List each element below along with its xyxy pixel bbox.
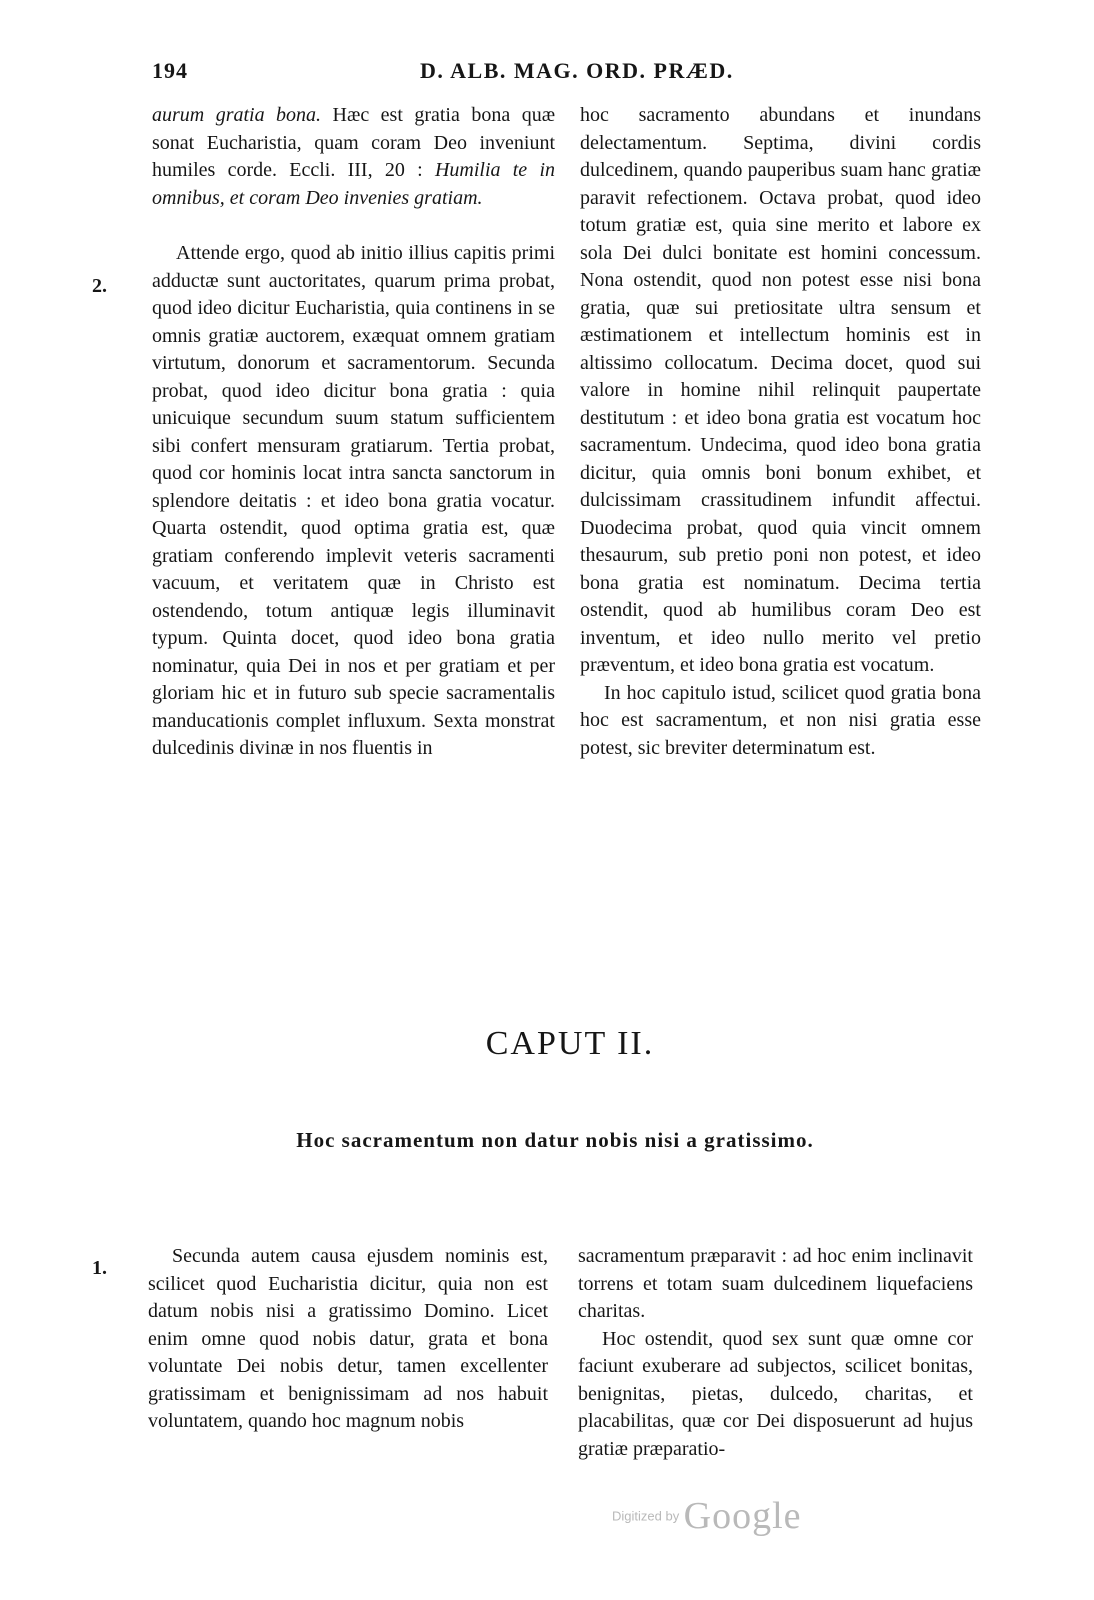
- closing-paragraph: In hoc capitulo istud, scilicet quod gratia bona hoc est sacramentum, et non nisi gratia esse potest, sic breviter determinatum est.: [580, 681, 981, 759]
- running-head: D. ALB. MAG. ORD. PRÆD.: [420, 58, 734, 83]
- paragraph-number: 2.: [92, 275, 107, 297]
- top-right-column: [580, 102, 981, 762]
- digitized-watermark: [612, 1494, 802, 1538]
- opening-text: [152, 102, 555, 212]
- opening-rest: Hæc est gratia bona: [332, 104, 511, 126]
- chapter-title: CAPUT II.: [485, 1025, 655, 1062]
- opening-line-3: inveniunt humiles corde. Eccli. III, 20 :: [152, 131, 556, 181]
- bottom-right-column: [578, 1243, 973, 1463]
- chapter-subtitle: Hoc sacramentum non datur nobis nisi a gratissimo.: [296, 1128, 814, 1152]
- opening-quote-2: invenies gratiam.: [343, 186, 483, 209]
- paragraph-1: Secunda autem causa ejusdem nominis est, scilicet quod Eucharistia dicitur, quia non est datum nobis nisi a gratissimo Domino. Licet enim omne quod nobis datur, grata et bona voluntate Dei nobis detur, tamen excellenter gratissimam et benignissimam ad nos habuit voluntatem, quando hoc magnum nobis: [148, 1245, 548, 1432]
- top-left-column: [152, 102, 555, 763]
- continuation-paragraph: sacramentum præparavit : ad hoc enim inclinavit torrens et totam suam dulcedinem liquefaciens charitas.: [578, 1245, 973, 1322]
- paragraph-number: 1.: [92, 1257, 107, 1279]
- google-logo: Google: [683, 1495, 802, 1537]
- watermark-prefix: Digitized by: [612, 1508, 680, 1524]
- opening-quote-1: Humilia te in omnibus, et coram Deo: [152, 159, 556, 209]
- continuation-paragraph: hoc sacramento abundans et inundans delectamentum. Septima, divini cordis dulcedinem, quando pauperibus suam hanc gratiæ paravit refectionem. Octava probat, quod ideo totum gratiæ est, quia sine merito et labore ex sola Dei dulci bonitate est homini concessum. Nona ostendit, quod non potest esse nisi bona gratia, quæ sui pretiositate ultra sensum et æstimationem et intellectum hominis est in altissimo collocatum. Decima docet, quod sui valore in homine nihil relinquit paupertate destitutum : et ideo bona gratia est vocatum hoc sacramentum. Undecima, quod ideo bona gratia dicitur, quia omnis boni bonum exhibet, et dulcissimam crassitudinem infundit affectui. Duodecima probat, quod quia vincit omnem thesaurum, sub pretio poni non potest, et ideo bona gratia est nominatum. Decima tertia ostendit, quod ab humilibus coram Deo est inventum, et ideo nullo merito vel pretio præventum, et ideo bona gratia est vocatum.: [580, 104, 981, 676]
- page-header: [0, 58, 1094, 92]
- bottom-left-column: [148, 1243, 548, 1436]
- page-number: 194: [152, 58, 188, 83]
- opening-line-2: quæ sonat Eucharistia, quam coram Deo: [152, 104, 556, 154]
- paragraph: Hoc ostendit, quod sex sunt quæ omne cor faciunt exuberare ad subjectos, scilicet bonitas, benignitas, pietas, dulcedo, charitas, et placabilitas, quæ cor Dei disposuerunt ad hujus gratiæ præparatio-: [578, 1327, 973, 1460]
- paragraph-2: Attende ergo, quod ab initio illius capitis primi adductæ sunt auctoritates, quarum prima probat, quod ideo dicitur Eucharistia, quia continens in se omnis gratiæ auctorem, exæquat omnem gratiam virtutum, donorum et sacramentorum. Secunda probat, quod ideo dicitur bona gratia : quia unicuique secundum suum statum sufficientem sibi confert mensuram gratiarum. Tertia probat, quod cor hominis locat intra sancta sanctorum in splendore deitatis : et ideo bona gratia vocatur. Quarta ostendit, quod optima gratia est, quæ gratiam conferendo implevit veteris sacramenti vacuum, et veritatem quæ in Christo est ostendendo, totum antiquæ legis illuminavit typum. Quinta docet, quod ideo bona gratia nominatur, quia Dei in nos et per gratiam et per gloriam hic et in futuro sub specie sacramentalis manducationis complet influxum. Sexta monstrat dulcedinis divinæ in nos fluentis in: [152, 242, 555, 759]
- opening-italic: aurum gratia bona.: [152, 104, 333, 126]
